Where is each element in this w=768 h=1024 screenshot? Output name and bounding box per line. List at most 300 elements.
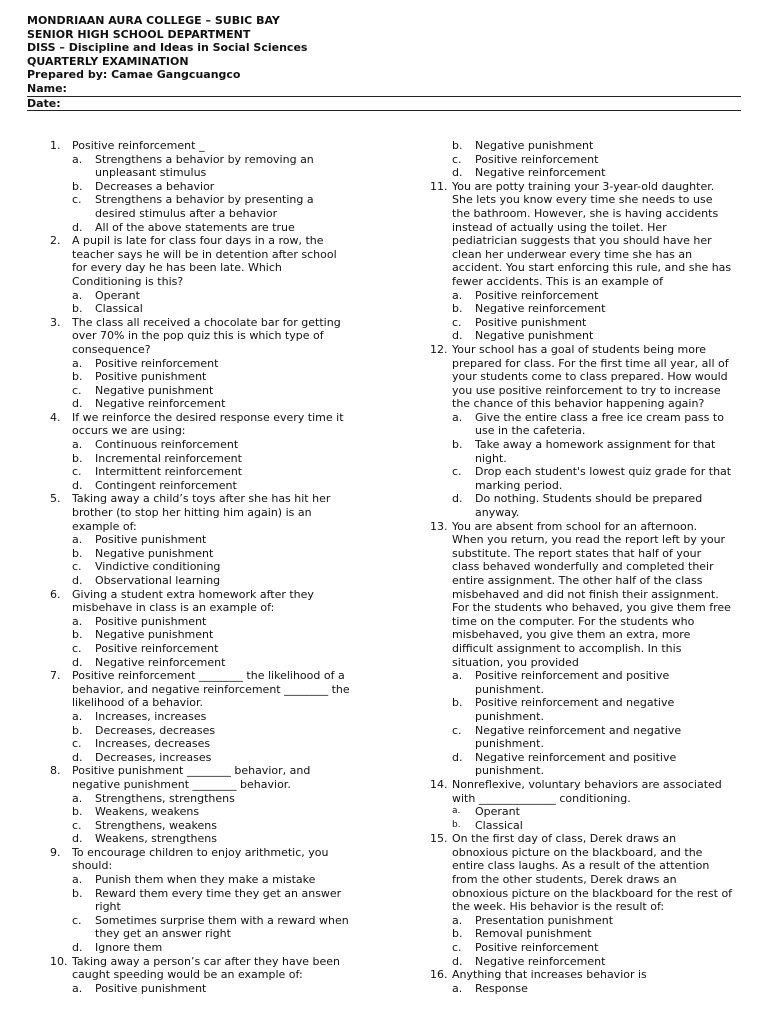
subject-title: DISS – Discipline and Ideas in Social Sciences (27, 41, 308, 55)
question-stem (430, 520, 742, 670)
answer-option (430, 941, 742, 955)
right-question-column (430, 139, 742, 995)
question-number: 5. (50, 492, 61, 506)
question-number: 9. (50, 845, 61, 859)
question-text: To encourage children to enjoy arithmetic, you (72, 845, 329, 859)
question-text: Giving a student extra homework after they (72, 587, 314, 601)
answer-option (430, 982, 742, 996)
answer-option (430, 166, 742, 180)
question-text: When you return, you read the report left by your (452, 533, 726, 547)
answer-option (430, 805, 742, 819)
question-text: obnoxious picture on the blackboard for the rest of (452, 886, 733, 900)
answer-option (50, 452, 380, 466)
question-number: 10. (50, 954, 68, 968)
question-text: instead of actually using the toilet. Her (452, 220, 667, 234)
option-letter: b. (452, 927, 463, 941)
question-item (50, 139, 380, 234)
option-letter: b. (452, 819, 461, 830)
prepared-by: Prepared by: Camae Gangcuangco (27, 68, 241, 82)
option-letter: a. (72, 288, 83, 302)
option-text: Positive punishment (95, 370, 207, 384)
option-text: Negative punishment (95, 628, 214, 642)
option-letter: a. (452, 669, 463, 683)
question-text: The class all received a chocolate bar for getting (72, 315, 341, 329)
option-letter: d. (452, 329, 463, 343)
answer-option (50, 656, 380, 670)
answer-option (50, 737, 380, 751)
question-text: from the other students, Derek draws an (452, 873, 677, 887)
question-number: 8. (50, 764, 61, 778)
question-text: situation, you provided (452, 655, 579, 669)
date-label: Date: (27, 96, 61, 110)
option-letter: a. (72, 533, 83, 547)
question-stem (50, 316, 380, 357)
answer-option (430, 696, 742, 723)
question-text: the week. His behavior is the result of: (452, 900, 665, 914)
question-text: behavior, and negative reinforcement ________ the (72, 682, 350, 696)
option-text: Operant (95, 288, 140, 302)
answer-option (430, 316, 742, 330)
option-text: Negative reinforcement (475, 166, 606, 180)
answer-option (430, 669, 742, 696)
question-text: You are potty training your 3-year-old daughter. (452, 179, 715, 193)
question-text: should: (72, 859, 113, 873)
option-text: Positive reinforcement (475, 941, 599, 955)
option-letter: b. (72, 805, 83, 819)
option-letter: d. (452, 954, 463, 968)
option-letter: c. (452, 465, 462, 479)
option-letter: c. (72, 737, 82, 751)
option-text: Intermittent reinforcement (95, 465, 243, 479)
answer-option (50, 547, 380, 561)
option-text: Observational learning (95, 574, 221, 587)
question-text: Taking away a child’s toys after she has hit her (72, 492, 331, 506)
answer-option (50, 302, 380, 316)
question-stem (430, 778, 742, 805)
answer-option (50, 357, 380, 371)
answer-option (50, 941, 380, 955)
option-text: punishment. (475, 764, 544, 778)
option-letter: b. (452, 696, 463, 710)
question-item (430, 343, 742, 520)
name-label: Name: (27, 81, 67, 95)
question-text: you use positive reinforcement to try to increase (452, 383, 721, 397)
question-number: 6. (50, 587, 61, 601)
option-text: Positive reinforcement and positive (475, 669, 670, 683)
question-text: pediatrician suggests that you should have her (452, 234, 712, 248)
option-letter: b. (72, 628, 83, 642)
question-text: fewer accidents. This is an example of (452, 274, 663, 288)
answer-option (50, 710, 380, 724)
question-text: example of: (72, 519, 137, 533)
question-item (50, 955, 380, 996)
option-letter: a. (452, 806, 461, 817)
option-letter: c. (72, 560, 82, 574)
question-number: 2. (50, 234, 61, 248)
question-text: caught speeding would be an example of: (72, 968, 303, 982)
answer-option (50, 805, 380, 819)
option-letter: c. (72, 913, 82, 927)
answer-option (430, 465, 742, 492)
option-letter: b. (72, 302, 83, 316)
answer-option (50, 887, 380, 914)
school-name: MONDRIAAN AURA COLLEGE – SUBIC BAY (27, 14, 280, 27)
answer-option (430, 927, 742, 941)
question-stem (50, 411, 380, 438)
option-text: Decreases, increases (95, 750, 212, 764)
question-text: Positive punishment ________ behavior, and (72, 764, 311, 778)
answer-option (430, 819, 742, 833)
answer-option (430, 289, 742, 303)
option-letter: d. (72, 478, 83, 492)
question-text: time on the computer. For the students who (452, 614, 695, 628)
option-text: Negative reinforcement (95, 655, 226, 669)
question-text: consequence? (72, 342, 151, 356)
answer-option (430, 153, 742, 167)
option-text: Weakens, strengthens (95, 832, 217, 846)
option-letter: d. (452, 166, 463, 180)
option-letter: c. (452, 152, 462, 166)
option-text: Negative punishment (475, 329, 594, 343)
question-stem (50, 492, 380, 533)
question-number: 15. (430, 832, 448, 846)
option-text: Strengthens a behavior by presenting a (95, 193, 314, 207)
question-item (50, 846, 380, 955)
option-text: Strengthens a behavior by removing an (95, 152, 314, 166)
answer-option (50, 384, 380, 398)
option-text: Classical (475, 818, 523, 832)
answer-option (50, 819, 380, 833)
answer-option (50, 438, 380, 452)
answer-option (50, 724, 380, 738)
question-text: negative punishment ________ behavior. (72, 777, 291, 791)
option-text: use in the cafeteria. (475, 424, 586, 438)
question-text: with ______________ conditioning. (452, 791, 631, 805)
question-number: 7. (50, 669, 61, 683)
answer-option (50, 628, 380, 642)
option-letter: b. (452, 139, 463, 152)
question-text: for every day he has been late. Which (72, 261, 282, 275)
option-letter: a. (72, 438, 83, 452)
question-stem (430, 968, 742, 982)
question-item (430, 778, 742, 832)
question-stem (430, 343, 742, 411)
option-text: Positive reinforcement (95, 356, 219, 370)
exam-header (27, 14, 741, 111)
option-text: Weakens, weakens (95, 805, 200, 819)
option-text: punishment. (475, 682, 544, 696)
option-text: Response (475, 981, 528, 995)
answer-option (430, 411, 742, 438)
question-item (430, 520, 742, 778)
option-letter: a. (72, 981, 83, 995)
option-letter: d. (452, 750, 463, 764)
option-text: Positive reinforcement (95, 641, 219, 655)
option-letter: b. (72, 179, 83, 193)
option-letter: c. (72, 193, 82, 207)
question-text: Taking away a person’s car after they have been (72, 954, 341, 968)
question-item (50, 492, 380, 587)
option-text: Strengthens, weakens (95, 818, 217, 832)
option-text: right (95, 900, 121, 914)
question-text: the bathroom. However, she is having accidents (452, 206, 719, 220)
option-text: Strengthens, strengthens (95, 791, 235, 805)
answer-option (430, 724, 742, 751)
answer-option (430, 492, 742, 519)
answer-option (430, 438, 742, 465)
question-stem (50, 588, 380, 615)
question-text: accident. You start enforcing this rule, and she has (452, 261, 732, 275)
option-text: they get an answer right (95, 927, 231, 941)
answer-option (50, 153, 380, 180)
question-text: obnoxious picture on the blackboard, and the (452, 845, 703, 859)
option-text: Operant (475, 805, 520, 819)
answer-option (50, 792, 380, 806)
question-text: You are absent from school for an afternoon. (452, 519, 698, 533)
question-text: misbehaved, you give them an extra, more (452, 628, 691, 642)
option-text: Positive punishment (95, 981, 207, 995)
question-item (430, 832, 742, 968)
answer-option (50, 751, 380, 765)
option-letter: a. (452, 288, 463, 302)
answer-option (50, 289, 380, 303)
answer-option (50, 642, 380, 656)
option-text: Continuous reinforcement (95, 438, 239, 452)
option-text: Decreases a behavior (95, 179, 215, 193)
exam-title: QUARTERLY EXAMINATION (27, 54, 189, 68)
question-stem (50, 669, 380, 710)
option-text: Negative punishment (95, 383, 214, 397)
option-letter: d. (72, 574, 83, 587)
question-text: over 70% in the pop quiz this is which type of (72, 329, 324, 343)
question-text: If we reinforce the desired response every time it (72, 410, 344, 424)
question-number: 13. (430, 519, 448, 533)
option-text: Decreases, decreases (95, 723, 216, 737)
option-letter: a. (72, 791, 83, 805)
question-number: 12. (430, 342, 448, 356)
option-letter: c. (72, 818, 82, 832)
option-text: anyway. (475, 506, 520, 520)
answer-option (50, 873, 380, 887)
option-letter: d. (72, 655, 83, 669)
answer-option (50, 221, 380, 235)
question-item (430, 180, 742, 343)
question-text: misbehaved and did not finish their assignment. (452, 587, 719, 601)
question-text: A pupil is late for class four days in a row, the (72, 234, 324, 248)
option-letter: b. (72, 886, 83, 900)
question-text: misbehave in class is an example of: (72, 601, 275, 615)
option-text: Ignore them (95, 941, 163, 955)
option-text: desired stimulus after a behavior (95, 206, 278, 220)
question-text: brother (to stop her hitting him again) is an (72, 506, 312, 520)
question-item (50, 234, 380, 316)
question-text: difficult assignment to accomplish. In this (452, 641, 682, 655)
answer-option (50, 370, 380, 384)
option-text: Punish them when they make a mistake (95, 873, 316, 887)
name-field[interactable] (27, 82, 741, 97)
option-text: Presentation punishment (475, 913, 614, 927)
answer-option (430, 139, 742, 153)
option-letter: d. (72, 397, 83, 411)
option-letter: c. (72, 383, 82, 397)
question-stem (50, 234, 380, 288)
option-letter: b. (452, 302, 463, 316)
option-text: punishment. (475, 709, 544, 723)
question-text: For the students who behaved, you give them free (452, 601, 731, 615)
option-text: Incremental reinforcement (95, 451, 242, 465)
option-text: Negative punishment (475, 139, 594, 152)
option-text: punishment. (475, 737, 544, 751)
answer-option (430, 302, 742, 316)
option-letter: a. (72, 614, 83, 628)
question-number: 4. (50, 410, 61, 424)
option-letter: b. (72, 546, 83, 560)
question-text: substitute. The report states that half of your (452, 546, 702, 560)
question-text: On the first day of class, Derek draws an (452, 832, 677, 846)
option-letter: a. (72, 356, 83, 370)
question-text: entire class laughs. As a result of the attention (452, 859, 710, 873)
question-text: Your school has a goal of students being more (452, 342, 707, 356)
option-letter: a. (72, 709, 83, 723)
option-letter: c. (72, 465, 82, 479)
question-number: 1. (50, 139, 61, 152)
question-text: Nonreflexive, voluntary behaviors are associated (452, 777, 722, 791)
answer-option (430, 751, 742, 778)
question-item (50, 669, 380, 764)
option-text: Drop each student's lowest quiz grade for that (475, 465, 732, 479)
answer-option (50, 615, 380, 629)
option-text: Sometimes surprise them with a reward when (95, 913, 349, 927)
option-letter: d. (72, 941, 83, 955)
option-text: Positive punishment (95, 614, 207, 628)
option-text: Increases, decreases (95, 737, 211, 751)
question-text: She lets you know every time she needs to use (452, 193, 713, 207)
answer-option (50, 479, 380, 493)
question-item (50, 316, 380, 411)
answer-option (50, 533, 380, 547)
question-text: occurs we are using: (72, 424, 186, 438)
option-text: marking period. (475, 478, 563, 492)
question-stem (50, 139, 380, 153)
option-letter: c. (72, 641, 82, 655)
answer-option (50, 397, 380, 411)
option-letter: b. (452, 438, 463, 452)
option-letter: d. (452, 492, 463, 506)
question-text: clean her underwear every time she has an (452, 247, 693, 261)
option-letter: c. (452, 723, 462, 737)
option-text: Negative reinforcement (475, 954, 606, 968)
question-number: 14. (430, 777, 448, 791)
date-field[interactable] (27, 97, 741, 112)
question-text: Anything that increases behavior is (452, 968, 647, 982)
option-letter: c. (452, 941, 462, 955)
question-stem (50, 955, 380, 982)
option-text: Positive reinforcement (475, 288, 599, 302)
option-text: Positive punishment (95, 533, 207, 547)
question-text: Conditioning is this? (72, 274, 184, 288)
question-text: entire assignment. The other half of the class (452, 574, 703, 587)
option-text: Negative reinforcement (475, 302, 606, 316)
option-text: Vindictive conditioning (95, 560, 221, 574)
answer-option (50, 574, 380, 588)
option-letter: a. (452, 913, 463, 927)
question-text: Positive reinforcement _ (72, 139, 205, 152)
question-item (50, 411, 380, 493)
option-letter: b. (72, 723, 83, 737)
option-text: Positive punishment (475, 315, 587, 329)
question-number: 3. (50, 315, 61, 329)
option-letter: b. (72, 370, 83, 384)
option-letter: a. (72, 152, 83, 166)
question-item (430, 968, 742, 995)
answer-option (50, 982, 380, 996)
answer-option (430, 955, 742, 969)
option-text: unpleasant stimulus (95, 166, 207, 180)
option-text: Reward them every time they get an answer (95, 886, 342, 900)
option-text: Negative reinforcement (95, 397, 226, 411)
answer-option (50, 560, 380, 574)
option-letter: d. (72, 220, 83, 234)
question-number: 16. (430, 968, 448, 982)
answer-option (50, 180, 380, 194)
left-question-column (50, 139, 380, 995)
option-text: Positive reinforcement and negative (475, 696, 675, 710)
option-text: Give the entire class a free ice cream pass to (475, 410, 724, 424)
option-letter: a. (72, 873, 83, 887)
question-stem (50, 764, 380, 791)
question-text: your students come to class prepared. How would (452, 370, 728, 384)
option-letter: d. (72, 750, 83, 764)
answer-option (430, 914, 742, 928)
option-text: Negative punishment (95, 546, 214, 560)
option-text: Removal punishment (475, 927, 592, 941)
answer-option (50, 832, 380, 846)
question-text: Positive reinforcement ________ the likelihood of a (72, 669, 345, 683)
question-stem (50, 846, 380, 873)
answer-option (50, 193, 380, 220)
question-text: prepared for class. For the first time all year, all of (452, 356, 729, 370)
option-letter: b. (72, 451, 83, 465)
option-text: All of the above statements are true (95, 220, 295, 234)
question-text: teacher says he will be in detention after school (72, 247, 337, 261)
question-stem (430, 180, 742, 289)
answer-option (50, 465, 380, 479)
answer-option (50, 914, 380, 941)
option-letter: d. (72, 832, 83, 846)
question-item (50, 588, 380, 670)
option-letter: a. (452, 410, 463, 424)
option-letter: c. (452, 315, 462, 329)
option-text: night. (475, 451, 507, 465)
question-text: class behaved wonderfully and completed their (452, 560, 714, 574)
option-text: Negative reinforcement and negative (475, 723, 682, 737)
option-text: Classical (95, 302, 143, 316)
option-text: Contingent reinforcement (95, 478, 237, 492)
option-letter: a. (452, 981, 463, 995)
option-text: Take away a homework assignment for that (475, 438, 716, 452)
option-text: Increases, increases (95, 709, 207, 723)
question-item (50, 764, 380, 846)
question-number: 11. (430, 179, 448, 193)
question-stem (430, 832, 742, 914)
question-text: likelihood of a behavior. (72, 696, 203, 710)
answer-option (430, 329, 742, 343)
question-text: the chance of this behavior happening again? (452, 397, 705, 411)
option-text: Do nothing. Students should be prepared (475, 492, 703, 506)
option-text: Positive reinforcement (475, 152, 599, 166)
department-name: SENIOR HIGH SCHOOL DEPARTMENT (27, 27, 251, 41)
option-text: Negative reinforcement and positive (475, 750, 677, 764)
